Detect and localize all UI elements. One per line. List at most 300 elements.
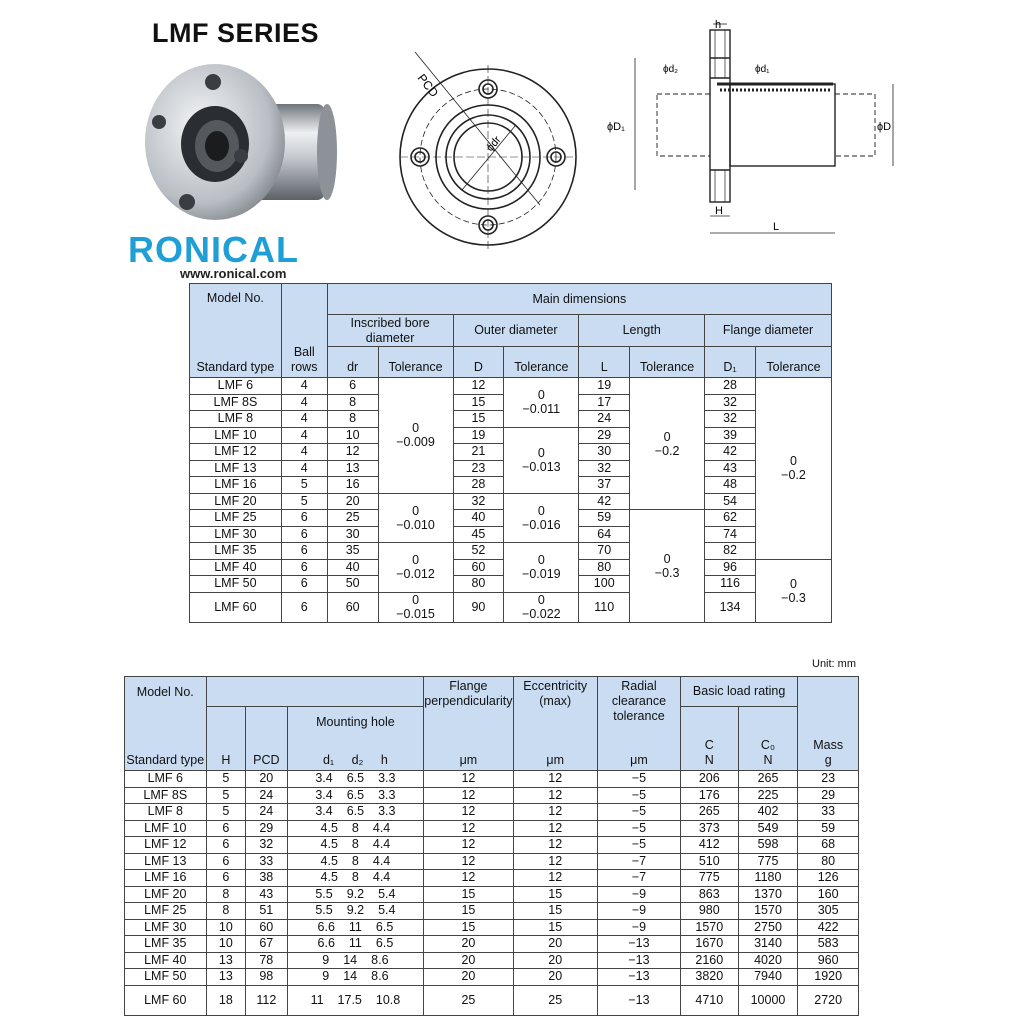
PCD-cell: 24 — [246, 787, 287, 804]
d1-value: 5.5 — [315, 886, 333, 901]
L-cell: 59 — [579, 510, 630, 527]
h-value: 4.4 — [372, 853, 391, 868]
D1-cell: 96 — [705, 559, 756, 576]
D1-cell: 116 — [705, 576, 756, 593]
table-row — [125, 919, 859, 936]
L-cell: 64 — [579, 526, 630, 543]
D1-cell: 62 — [705, 510, 756, 527]
ball-rows-cell: 5 — [281, 493, 327, 510]
C0-cell: 265 — [738, 771, 798, 788]
C-cell: 176 — [680, 787, 738, 804]
ball-rows-cell: 6 — [281, 592, 327, 622]
flange-perp-unit: μm — [459, 753, 478, 767]
tolerance-lower: −0.022 — [522, 607, 561, 621]
flange-perp-cell: 15 — [424, 903, 513, 920]
H-header: H — [206, 707, 246, 771]
dr-tolerance-cell — [378, 493, 453, 543]
L-label: L — [773, 221, 780, 233]
model-no-header — [125, 677, 207, 771]
d2-value: 8 — [351, 853, 359, 868]
ball-rows-cell: 4 — [281, 394, 327, 411]
radial-header — [597, 677, 680, 771]
table-row — [125, 837, 859, 854]
H-cell: 5 — [206, 771, 246, 788]
C0-cell: 775 — [738, 853, 798, 870]
C-cell: 1670 — [680, 936, 738, 953]
d2-value: 11 — [348, 919, 362, 934]
radial-unit: μm — [630, 753, 648, 767]
logo-text: RONICAL — [128, 229, 299, 270]
D1-cell: 39 — [705, 427, 756, 444]
d1-header: d₁ — [322, 753, 335, 767]
L-cell: 24 — [579, 411, 630, 428]
ball-rows-cell: 6 — [281, 576, 327, 593]
d1-value: 4.5 — [320, 853, 338, 868]
C-cell: 206 — [680, 771, 738, 788]
ball-rows-cell: 4 — [281, 460, 327, 477]
d2-value: 17.5 — [337, 992, 362, 1007]
tolerance-upper: 0 — [537, 553, 545, 568]
table-row — [125, 969, 859, 986]
D1-cell: 28 — [705, 378, 756, 395]
L-cell: 17 — [579, 394, 630, 411]
model-cell: LMF 40 — [190, 559, 282, 576]
dr-cell: 60 — [327, 592, 378, 622]
mounting-hole-cell — [287, 787, 424, 804]
d1-value: 11 — [310, 992, 324, 1007]
dr-cell: 40 — [327, 559, 378, 576]
radial-cell: −13 — [597, 952, 680, 969]
tolerance-lower: −0.2 — [654, 443, 680, 458]
dr-cell: 12 — [327, 444, 378, 461]
table-row — [190, 543, 832, 560]
model-cell: LMF 60 — [190, 592, 282, 622]
D1-cell: 43 — [705, 460, 756, 477]
tolerance-upper: 0 — [412, 593, 420, 607]
mass-cell: 1920 — [798, 969, 859, 986]
mass-cell: 23 — [798, 771, 859, 788]
dr-cell: 13 — [327, 460, 378, 477]
H-cell: 5 — [206, 804, 246, 821]
H-cell: 18 — [206, 985, 246, 1015]
main-dimensions-table — [189, 283, 832, 623]
specifications-table — [124, 676, 859, 1016]
flange-perp-cell: 15 — [424, 886, 513, 903]
PCD-cell: 29 — [246, 820, 287, 837]
d1-value: 6.6 — [317, 936, 335, 951]
radial-cell: −5 — [597, 820, 680, 837]
d2-value: 14 — [343, 952, 358, 967]
C-cell: 863 — [680, 886, 738, 903]
tolerance-lower: −0.009 — [396, 435, 435, 450]
L-cell: 19 — [579, 378, 630, 395]
H-cell: 6 — [206, 820, 246, 837]
flange-perp-cell: 12 — [424, 853, 513, 870]
ball-rows-cell: 4 — [281, 427, 327, 444]
logo-url: www.ronical.com — [180, 266, 287, 281]
C-unit: N — [704, 753, 714, 767]
C-cell: 3820 — [680, 969, 738, 986]
table-row — [125, 985, 859, 1015]
d2-value: 6.5 — [346, 804, 365, 819]
h-value: 5.4 — [378, 903, 396, 918]
tolerance-upper: 0 — [537, 388, 545, 403]
dr-header: dr — [327, 347, 378, 378]
d1-value: 9 — [322, 952, 330, 967]
brand-logo — [128, 229, 299, 281]
eccentricity-label: Eccentricity (max) — [523, 679, 588, 708]
PCD-cell: 98 — [246, 969, 287, 986]
tolerance-upper: 0 — [537, 593, 545, 607]
eccentricity-cell: 25 — [513, 985, 597, 1015]
d2-label: ϕd₂ — [663, 64, 679, 75]
radial-cell: −5 — [597, 771, 680, 788]
flange-perp-header — [424, 677, 513, 771]
dr-cell: 35 — [327, 543, 378, 560]
table-row — [125, 903, 859, 920]
D-tolerance-cell — [504, 543, 579, 593]
D1-cell: 54 — [705, 493, 756, 510]
D-tolerance-cell — [504, 592, 579, 622]
unit-label: Unit: mm — [812, 658, 856, 670]
flange-perp-cell: 20 — [424, 936, 513, 953]
table-row — [125, 771, 859, 788]
eccentricity-cell: 12 — [513, 853, 597, 870]
PCD-cell: 20 — [246, 771, 287, 788]
model-cell: LMF 12 — [125, 837, 207, 854]
eccentricity-unit: μm — [546, 753, 565, 767]
model-cell: LMF 12 — [190, 444, 282, 461]
ball-rows-cell: 4 — [281, 378, 327, 395]
PCD-cell: 67 — [246, 936, 287, 953]
tolerance-upper: 0 — [537, 446, 545, 460]
tolerance-lower: −0.2 — [781, 468, 806, 483]
PCD-cell: 112 — [246, 985, 287, 1015]
mounting-hole-cell — [287, 870, 424, 887]
D-tolerance-cell — [504, 493, 579, 543]
model-cell: LMF 8S — [190, 394, 282, 411]
h-header: h — [380, 753, 388, 767]
eccentricity-cell: 20 — [513, 936, 597, 953]
D1-cell: 134 — [705, 592, 756, 622]
eccentricity-cell: 12 — [513, 804, 597, 821]
table-row — [125, 886, 859, 903]
tolerance-upper: 0 — [412, 553, 420, 568]
mass-cell: 33 — [798, 804, 859, 821]
D1-label: ϕD₁ — [607, 121, 625, 133]
C0-cell: 402 — [738, 804, 798, 821]
mounting-hole-cell — [287, 952, 424, 969]
table-row — [125, 870, 859, 887]
H-cell: 8 — [206, 886, 246, 903]
C0-cell: 4020 — [738, 952, 798, 969]
mass-cell: 59 — [798, 820, 859, 837]
model-no-label: Model No. — [206, 291, 264, 305]
main-dimensions-header: Main dimensions — [327, 284, 831, 315]
D1-cell: 42 — [705, 444, 756, 461]
H-cell: 6 — [206, 853, 246, 870]
L-cell: 110 — [579, 592, 630, 622]
mounting-hole-cell — [287, 903, 424, 920]
radial-cell: −13 — [597, 985, 680, 1015]
dr-tolerance-cell — [378, 543, 453, 593]
dr-cell: 16 — [327, 477, 378, 494]
dr-cell: 8 — [327, 394, 378, 411]
d2-value: 8 — [351, 870, 359, 885]
standard-type-label: Standard type — [126, 753, 205, 767]
C-cell: 775 — [680, 870, 738, 887]
model-cell: LMF 25 — [190, 510, 282, 527]
C-label: C — [704, 738, 714, 752]
d1-value: 3.4 — [315, 787, 333, 802]
PCD-cell: 60 — [246, 919, 287, 936]
model-cell: LMF 16 — [125, 870, 207, 887]
table-row — [125, 952, 859, 969]
D1-tolerance-cell — [755, 559, 831, 622]
tolerance-lower: −0.010 — [396, 517, 435, 532]
mass-label: Mass — [813, 738, 844, 752]
model-no-header — [190, 284, 282, 378]
model-cell: LMF 13 — [190, 460, 282, 477]
d1-value: 6.6 — [317, 919, 335, 934]
eccentricity-cell: 15 — [513, 886, 597, 903]
table-row — [190, 493, 832, 510]
radial-cell: −7 — [597, 853, 680, 870]
mass-cell: 583 — [798, 936, 859, 953]
d2-header: d₂ — [351, 753, 364, 767]
h-value: 3.3 — [378, 804, 396, 819]
table-row — [125, 804, 859, 821]
model-cell: LMF 8 — [190, 411, 282, 428]
tolerance-upper: 0 — [790, 454, 797, 469]
mounting-blank-header — [206, 677, 424, 707]
C0-cell: 1370 — [738, 886, 798, 903]
flange-perp-cell: 12 — [424, 787, 513, 804]
mounting-hole-cell — [287, 837, 424, 854]
D1-header: D₁ — [705, 347, 756, 378]
C-cell: 412 — [680, 837, 738, 854]
model-cell: LMF 60 — [125, 985, 207, 1015]
eccentricity-cell: 15 — [513, 919, 597, 936]
h-value: 4.4 — [372, 820, 391, 835]
L-cell: 29 — [579, 427, 630, 444]
flange-perp-cell: 15 — [424, 919, 513, 936]
h-value: 5.4 — [378, 886, 396, 901]
mounting-hole-cell — [287, 936, 424, 953]
side-view-drawing — [605, 18, 905, 240]
H-cell: 10 — [206, 919, 246, 936]
model-cell: LMF 50 — [125, 969, 207, 986]
mounting-hole-cell — [287, 919, 424, 936]
C0-cell: 1570 — [738, 903, 798, 920]
L-cell: 70 — [579, 543, 630, 560]
ball-rows-cell: 5 — [281, 477, 327, 494]
C0-cell: 10000 — [738, 985, 798, 1015]
C-cell: 373 — [680, 820, 738, 837]
radial-cell: −7 — [597, 870, 680, 887]
D-cell: 21 — [453, 444, 504, 461]
mass-cell: 29 — [798, 787, 859, 804]
D-cell: 23 — [453, 460, 504, 477]
D-cell: 45 — [453, 526, 504, 543]
d1-label: ϕd₁ — [755, 64, 770, 75]
tolerance-lower: −0.015 — [396, 607, 435, 621]
model-cell: LMF 8 — [125, 804, 207, 821]
dr-tolerance-cell — [378, 378, 453, 494]
C0-cell: 225 — [738, 787, 798, 804]
mass-header — [798, 677, 859, 771]
model-cell: LMF 30 — [190, 526, 282, 543]
mass-cell: 80 — [798, 853, 859, 870]
mass-cell: 960 — [798, 952, 859, 969]
d1-value: 3.4 — [315, 771, 333, 786]
D-tolerance-cell — [504, 427, 579, 493]
H-cell: 13 — [206, 969, 246, 986]
L-cell: 32 — [579, 460, 630, 477]
mounting-hole-cell — [287, 771, 424, 788]
d1-value: 3.4 — [315, 804, 333, 819]
h-value: 3.3 — [378, 771, 396, 786]
L-header: L — [579, 347, 630, 378]
d1-value: 5.5 — [315, 903, 333, 918]
D1-cell: 74 — [705, 526, 756, 543]
mass-cell: 305 — [798, 903, 859, 920]
PCD-cell: 78 — [246, 952, 287, 969]
dr-cell: 50 — [327, 576, 378, 593]
flange-perp-label: Flange perpendicularity — [424, 679, 513, 708]
radial-cell: −5 — [597, 837, 680, 854]
model-cell: LMF 50 — [190, 576, 282, 593]
model-cell: LMF 35 — [125, 936, 207, 953]
tolerance-upper: 0 — [412, 503, 420, 518]
outer-header: Outer diameter — [453, 315, 579, 347]
ball-rows-cell: 6 — [281, 559, 327, 576]
H-cell: 5 — [206, 787, 246, 804]
radial-cell: −5 — [597, 804, 680, 821]
H-cell: 8 — [206, 903, 246, 920]
PCD-cell: 51 — [246, 903, 287, 920]
radial-cell: −9 — [597, 886, 680, 903]
C0-cell: 549 — [738, 820, 798, 837]
PCD-cell: 32 — [246, 837, 287, 854]
L-cell: 37 — [579, 477, 630, 494]
C-cell: 2160 — [680, 952, 738, 969]
flange-perp-cell: 12 — [424, 870, 513, 887]
h-label: h — [715, 19, 722, 31]
model-cell: LMF 16 — [190, 477, 282, 494]
flange-perp-cell: 12 — [424, 804, 513, 821]
PCD-cell: 24 — [246, 804, 287, 821]
C-cell: 510 — [680, 853, 738, 870]
model-cell: LMF 10 — [190, 427, 282, 444]
radial-cell: −13 — [597, 969, 680, 986]
dr-cell: 25 — [327, 510, 378, 527]
radial-cell: −9 — [597, 903, 680, 920]
page-title: LMF SERIES — [152, 18, 320, 48]
C0-header — [738, 707, 798, 771]
tolerance-upper: 0 — [663, 429, 671, 444]
mass-cell: 2720 — [798, 985, 859, 1015]
mounting-hole-cell — [287, 985, 424, 1015]
H-cell: 6 — [206, 870, 246, 887]
eccentricity-cell: 12 — [513, 787, 597, 804]
L-cell: 42 — [579, 493, 630, 510]
D-cell: 19 — [453, 427, 504, 444]
flange-perp-cell: 20 — [424, 969, 513, 986]
D-cell: 40 — [453, 510, 504, 527]
model-cell: LMF 20 — [125, 886, 207, 903]
D-cell: 12 — [453, 378, 504, 395]
dr-cell: 8 — [327, 411, 378, 428]
L-tolerance-cell — [630, 510, 705, 623]
tolerance-upper: 0 — [537, 503, 545, 518]
ball-rows-cell: 6 — [281, 510, 327, 527]
length-header: Length — [579, 315, 705, 347]
mounting-hole-cell — [287, 853, 424, 870]
table-row — [125, 820, 859, 837]
tolerance-lower: −0.016 — [522, 517, 561, 532]
L-cell: 30 — [579, 444, 630, 461]
ball-rows-cell: 4 — [281, 411, 327, 428]
pcd-label: PCD — [414, 71, 442, 100]
d2-value: 6.5 — [346, 787, 365, 802]
D1-cell: 32 — [705, 411, 756, 428]
C0-cell: 3140 — [738, 936, 798, 953]
tolerance-header: Tolerance — [755, 347, 831, 378]
flange-perp-cell: 12 — [424, 771, 513, 788]
model-cell: LMF 20 — [190, 493, 282, 510]
tolerance-header: Tolerance — [630, 347, 705, 378]
flange-perp-cell: 12 — [424, 837, 513, 854]
h-value: 8.6 — [371, 969, 389, 984]
mounting-hole-label: Mounting hole — [316, 715, 395, 729]
H-cell: 10 — [206, 936, 246, 953]
table-row — [125, 936, 859, 953]
C0-unit: N — [763, 753, 773, 767]
C-header — [680, 707, 738, 771]
mounting-hole-header — [287, 707, 424, 771]
eccentricity-cell: 20 — [513, 969, 597, 986]
C-cell: 4710 — [680, 985, 738, 1015]
C-cell: 265 — [680, 804, 738, 821]
h-value: 3.3 — [378, 787, 396, 802]
model-no-label: Model No. — [136, 685, 194, 699]
mounting-hole-cell — [287, 804, 424, 821]
D-cell: 60 — [453, 559, 504, 576]
model-cell: LMF 13 — [125, 853, 207, 870]
d2-value: 9.2 — [346, 886, 365, 901]
D-cell: 90 — [453, 592, 504, 622]
D1-cell: 48 — [705, 477, 756, 494]
flange-perp-cell: 25 — [424, 985, 513, 1015]
PCD-cell: 38 — [246, 870, 287, 887]
eccentricity-cell: 20 — [513, 952, 597, 969]
tolerance-lower: −0.011 — [522, 402, 561, 417]
mounting-hole-cell — [287, 820, 424, 837]
D-header: D — [453, 347, 504, 378]
model-cell: LMF 6 — [190, 378, 282, 395]
d2-value: 8 — [351, 820, 359, 835]
table-row — [190, 592, 832, 622]
model-cell: LMF 40 — [125, 952, 207, 969]
ball-rows-cell: 6 — [281, 526, 327, 543]
mounting-hole-cell — [287, 969, 424, 986]
tolerance-lower: −0.3 — [654, 565, 680, 580]
mass-cell: 126 — [798, 870, 859, 887]
D1-tolerance-cell — [755, 378, 831, 560]
front-view-drawing — [395, 40, 585, 250]
eccentricity-cell: 12 — [513, 870, 597, 887]
